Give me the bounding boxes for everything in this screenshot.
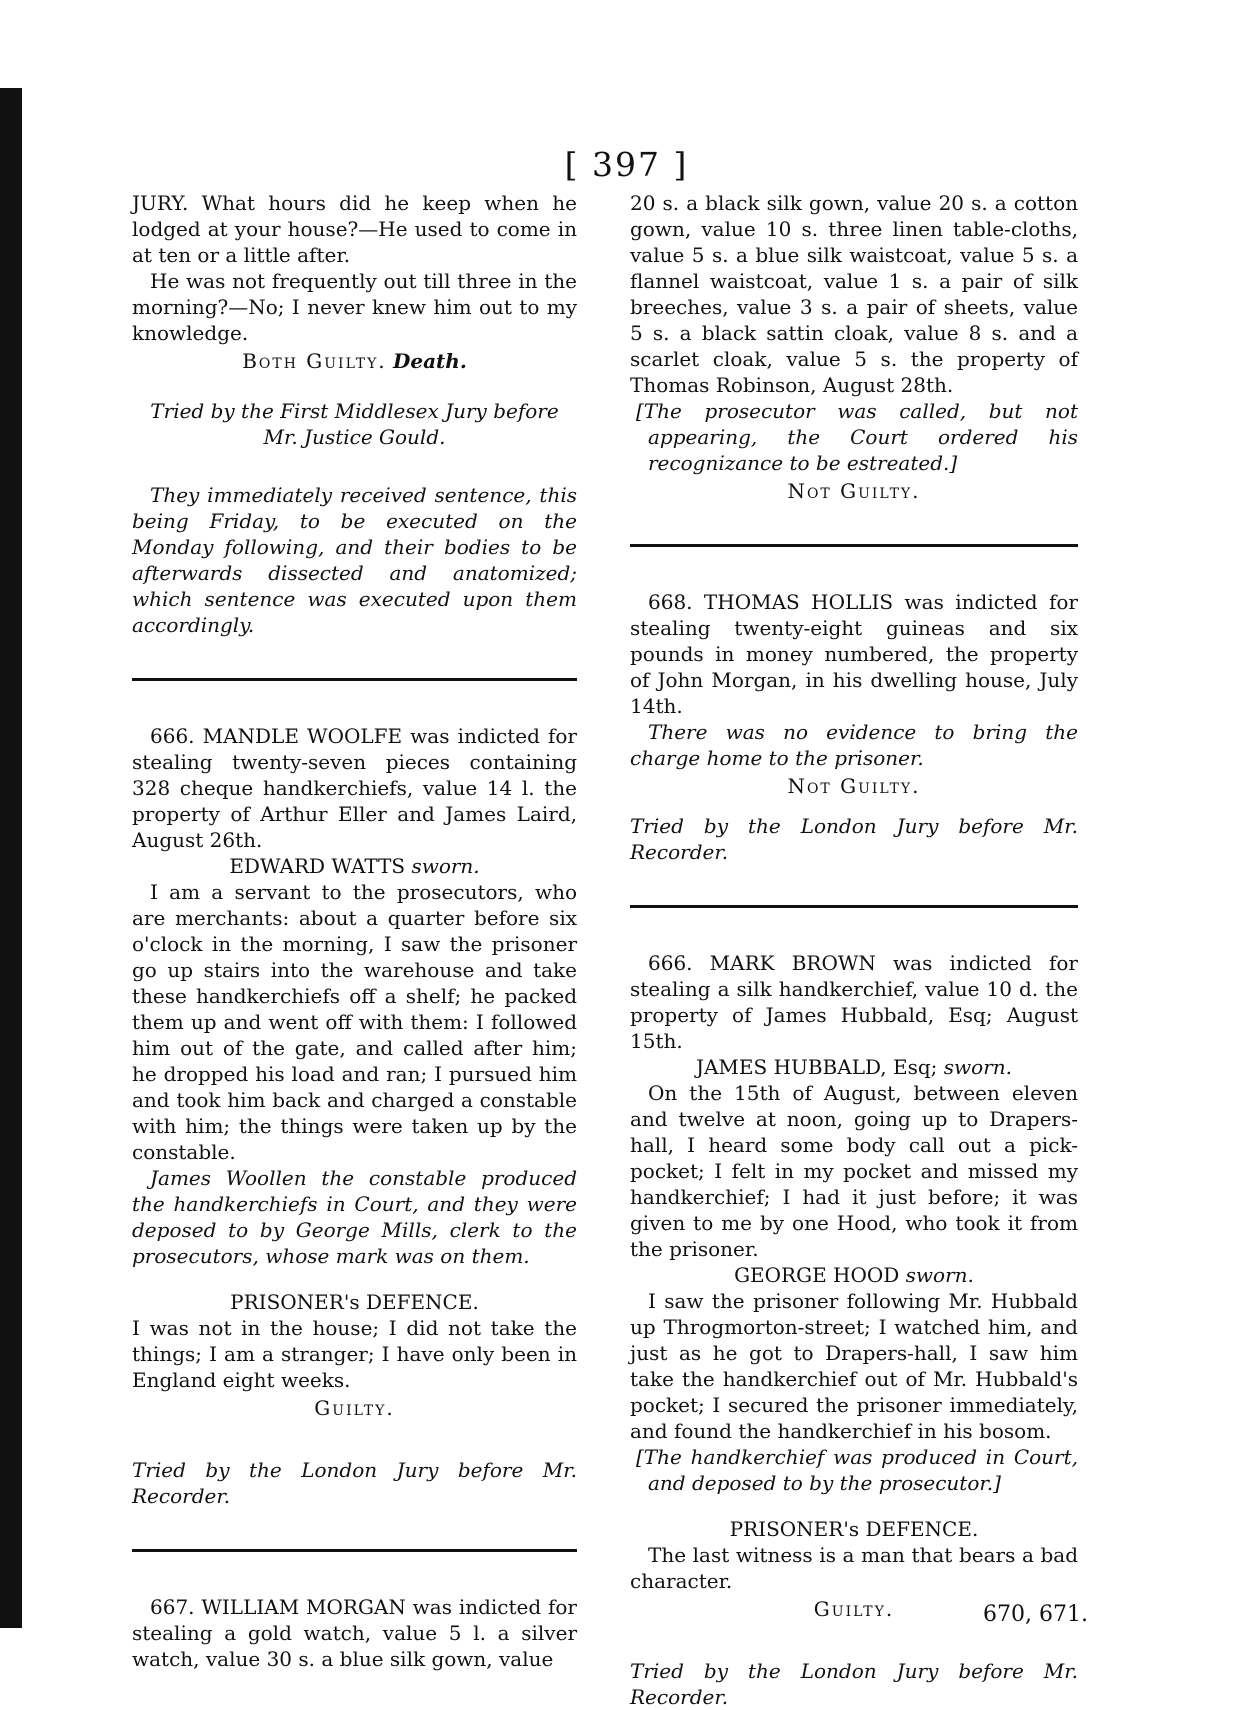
right-column <box>630 190 1078 1710</box>
section-divider <box>132 1549 577 1552</box>
evidence-note: [The handkerchief was produced in Court, and deposed to by the prosecutor.] <box>636 1445 1078 1495</box>
verdict-not-guilty: Not Guilty. <box>787 479 921 503</box>
section-divider <box>630 905 1078 908</box>
page-number: [ 397 ] <box>564 145 689 184</box>
defence-text: I was not in the house; I did not take the things; I am a stranger; I have only been in England eight weeks. <box>132 1316 577 1392</box>
no-evidence-note: There was no evidence to bring the charge home to the prisoner. <box>630 720 1078 770</box>
verdict-label: Both Guilty. <box>242 349 387 373</box>
verdict-both-guilty <box>132 348 577 374</box>
witness-heading <box>630 1262 1078 1288</box>
witness-testimony: On the 15th of August, between eleven and twelve at noon, going up to Drapers-hall, I heard some body call out a pick-pocket; I felt in my pocket and missed my handkerchief; I had it just before; it was given to me by one Hood, who took it from the prisoner. <box>630 1081 1078 1261</box>
verdict-guilty: Guilty. <box>314 1396 395 1420</box>
section-divider <box>630 544 1078 547</box>
case-666-indictment: 666. MANDLE WOOLFE was indicted for stealing twenty-seven pieces containing 328 cheque handkerchiefs, value 14 l. the property of Arthur Eller and James Laird, August 26th. <box>132 724 577 852</box>
evidence-note: James Woollen the constable produced the handkerchiefs in Court, and they were deposed to by George Mills, clerk to the prosecutors, whose mark was on them. <box>132 1166 577 1268</box>
jury-question: JURY. What hours did he keep when he lodged at your house?—He used to come in at ten or a little after. <box>132 191 577 267</box>
left-column <box>132 190 577 1672</box>
tried-by-london: Tried by the London Jury before Mr. Recorder. <box>630 814 1078 864</box>
witness-heading <box>630 1054 1078 1080</box>
tried-by-middlesex: Tried by the First Middlesex Jury before Mr. Justice Gould. <box>150 399 559 449</box>
witness-name: JAMES HUBBALD, Esq; <box>695 1055 938 1079</box>
death-sentence: Death. <box>393 349 467 373</box>
witness-sworn: sworn. <box>411 854 480 878</box>
witness-name: GEORGE HOOD <box>734 1263 900 1287</box>
tried-by-london: Tried by the London Jury before Mr. Recorder. <box>630 1659 1078 1709</box>
witness-testimony: I am a servant to the prosecutors, who are merchants: about a quarter before six o'clock in the morning, I saw the prisoner go up stairs into the warehouse and take these handkerchiefs off a shelf; he packed them up and went off with them: I followed him out of the gate, and called after him; he dropped his load and ran; I pursued him and took him back and charged a constable with him; the things were taken up by the constable. <box>132 880 577 1164</box>
verdict-not-guilty: Not Guilty. <box>787 774 921 798</box>
case-667-indictment: 667. WILLIAM MORGAN was indicted for stealing a gold watch, value 5 l. a silver watch, value 30 s. a blue silk gown, value <box>132 1595 577 1671</box>
jury-answer: He was not frequently out till three in the morning?—No; I never knew him out to my knowledge. <box>132 269 577 345</box>
witness-heading <box>132 853 577 879</box>
witness-testimony: I saw the prisoner following Mr. Hubbald up Throgmorton-street; I watched him, and just as he got to Drapers-hall, I saw him take the handkerchief out of Mr. Hubbald's pocket; I secured the prisoner immediately, and found the handkerchief in his bosom. <box>630 1289 1078 1443</box>
case-667-continued: 20 s. a black silk gown, value 20 s. a cotton gown, value 10 s. three linen table-cloths, value 5 s. a blue silk waistcoat, value 5 s. a flannel waistcoat, value 1 s. a pair of silk breeches, value 3 s. a pair of sheets, value 5 s. a black sattin cloak, value 8 s. and a scarlet cloak, value 5 s. the property of Thomas Robinson, August 28th. <box>630 191 1078 397</box>
defence-text: The last witness is a man that bears a bad character. <box>630 1543 1078 1593</box>
scan-binding-edge <box>0 88 22 1628</box>
witness-name: EDWARD WATTS <box>229 854 406 878</box>
verdict-guilty: Guilty. <box>813 1597 895 1621</box>
defence-heading: PRISONER's DEFENCE. <box>729 1517 979 1541</box>
sentence-note: They immediately received sentence, this being Friday, to be executed on the Monday following, and their bodies to be afterwards dissected and anatomized; which sentence was executed upon them accordingly. <box>132 483 577 637</box>
prosecutor-note: [The prosecutor was called, but not appearing, the Court ordered his recognizance to be estreated.] <box>636 399 1078 475</box>
case-668-indictment: 668. THOMAS HOLLIS was indicted for stealing twenty-eight guineas and six pounds in money numbered, the property of John Morgan, in his dwelling house, July 14th. <box>630 590 1078 718</box>
catchword-folio: 670, 671. <box>983 1602 1088 1627</box>
case-brown-indictment: 666. MARK BROWN was indicted for stealing a silk handkerchief, value 10 d. the property of James Hubbald, Esq; August 15th. <box>630 951 1078 1053</box>
witness-sworn: sworn. <box>943 1055 1013 1079</box>
tried-by-london: Tried by the London Jury before Mr. Recorder. <box>132 1458 577 1508</box>
witness-sworn: sworn. <box>905 1263 974 1287</box>
section-divider <box>132 678 577 681</box>
defence-heading: PRISONER's DEFENCE. <box>230 1290 479 1314</box>
